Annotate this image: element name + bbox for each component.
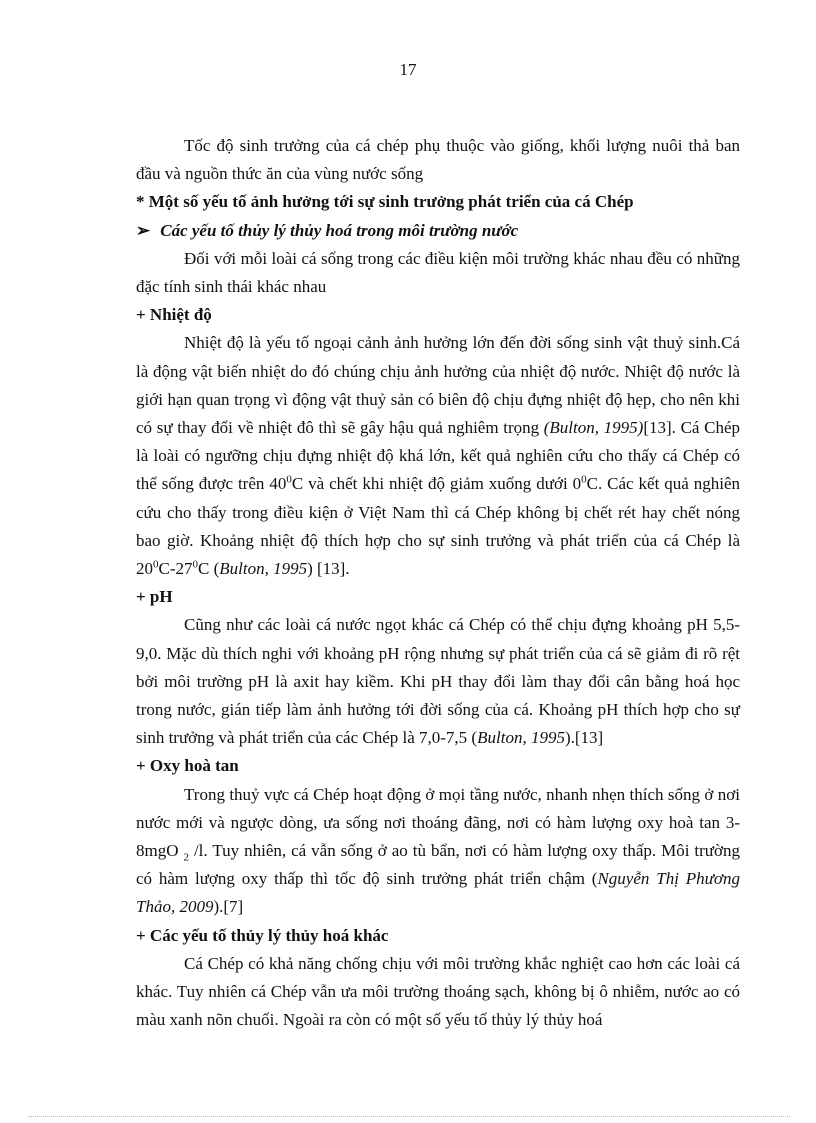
citation: Bulton, 1995 xyxy=(219,559,308,579)
bullet-heading xyxy=(136,217,740,245)
citation: Bulton, 1995 xyxy=(477,728,565,748)
paragraph-other-factors: Cá Chép có khả năng chống chịu với môi trường khắc nghiệt cao hơn các loài cá khác. Tuy nhiên cá Chép vẫn ưa môi trường thoáng sạch, không bị ô nhiễm, nước ao có màu xanh nõn chuối. Ngoài ra còn có một số yếu tố thủy lý thủy hoá xyxy=(136,953,740,1030)
text-segment: Cũng như các loài cá nước ngọt khác cá Chép có thể chịu đựng khoảng pH 5,5-9,0. Mặc dù thích nghi với khoảng pH rộng nhưng sự phát triển của cá sẽ giảm đi rõ rệt bởi môi trường pH là axit hay kiềm. Khi pH thay đổi làm thay đổi cân bằng hoá học trong nước, gián tiếp làm ảnh hưởng tới đời sống của cá. Khoảng pH thích hợp cho sự sinh trưởng và phát triển của các Chép là 7,0-7,5 ( xyxy=(136,615,740,748)
citation: (Bulton, 1995) xyxy=(543,418,644,438)
page-number: 17 xyxy=(399,60,417,79)
text-segment: ).[13] xyxy=(564,728,604,748)
bullet-heading-text: Các yếu tố thủy lý thủy hoá trong môi trường nước xyxy=(160,220,519,240)
text-segment: /l. Tuy nhiên, cá vẫn sống ở ao tù bẩn, nơi có hàm lượng oxy thấp. Môi trường có hàm lượng oxy thấp thì tốc độ sinh trưởng phát triển chậm ( xyxy=(136,841,740,889)
subscript: 2 xyxy=(183,851,189,864)
text-segment: C-27 xyxy=(158,559,193,579)
text-segment: ).[7] xyxy=(213,897,244,917)
arrow-bullet-icon: ➢ xyxy=(136,220,151,240)
subheading-temperature: + Nhiệt độ xyxy=(136,305,212,325)
text-segment: Nhiệt độ là yếu tố ngoại cảnh ảnh hưởng lớn đến đời sống sinh vật thuỷ sinh.Cá là động vật biến nhiệt do đó chúng chịu ảnh hưởng của nhiệt độ nước. Nhiệt độ nước là giới hạn quan trọng vì động vật thuỷ sản có biên độ chịu đựng nhiệt độ hẹp, cho nên khi có sự thay đổi về nhiệt đô thì sẽ gây hậu quả nghiêm trọng xyxy=(136,333,740,438)
degree-superscript: 0 xyxy=(581,473,587,486)
degree-superscript: 0 xyxy=(153,558,159,571)
paragraph-ph xyxy=(136,611,740,752)
page-bottom-divider xyxy=(28,1116,790,1117)
paragraph-growth-rate: Tốc độ sinh trưởng của cá chép phụ thuộc vào giống, khối lượng nuôi thả ban đầu và nguồn thức ăn của vùng nước sống xyxy=(136,136,740,184)
text-segment: C và chết khi nhiệt độ giảm xuống dưới 0 xyxy=(291,474,582,494)
subheading-oxygen: + Oxy hoà tan xyxy=(136,756,239,776)
subheading-other-factors: + Các yếu tố thủy lý thủy hoá khác xyxy=(136,925,389,945)
paragraph-ecology: Đối với mỗi loài cá sống trong các điều kiện môi trường khác nhau đều có những đặc tính sinh thái khác nhau xyxy=(136,248,740,297)
degree-superscript: 0 xyxy=(192,558,198,571)
document-body xyxy=(136,132,740,1035)
degree-superscript: 0 xyxy=(286,473,292,486)
text-segment: Trong thuỷ vực cá Chép hoạt động ở mọi tầng nước, nhanh nhẹn thích sống ở nơi nước mới và ngược dòng, ưa sống nơi thoáng đãng, nơi có hàm lượng oxy hoà tan 3-8mgO xyxy=(136,784,740,861)
text-segment: [13]. Cá Chép là loài có ngưỡng chịu đựng nhiệt độ khá lớn, kết quả nghiên cứu cho thấy cá Chép có thể sống được trên 40 xyxy=(136,418,741,494)
citation: Nguyễn Thị Phương Thảo, 2009 xyxy=(136,869,740,917)
text-segment: C ( xyxy=(198,559,220,579)
paragraph-oxygen xyxy=(136,781,740,922)
paragraph-temperature xyxy=(136,329,740,583)
section-heading: * Một số yếu tố ảnh hưởng tới sự sinh trưởng phát triển của cá Chép xyxy=(136,192,634,212)
text-segment: C. Các kết quả nghiên cứu cho thấy trong điều kiện ở Việt Nam thì cá Chép không bị chết rét hay chết nóng bao giờ. Khoảng nhiệt độ thích hợp cho sự sinh trưởng và phát triển của cá Chép là 20 xyxy=(136,474,740,579)
text-segment: ) [13]. xyxy=(307,559,350,579)
subheading-ph: + pH xyxy=(136,587,173,607)
